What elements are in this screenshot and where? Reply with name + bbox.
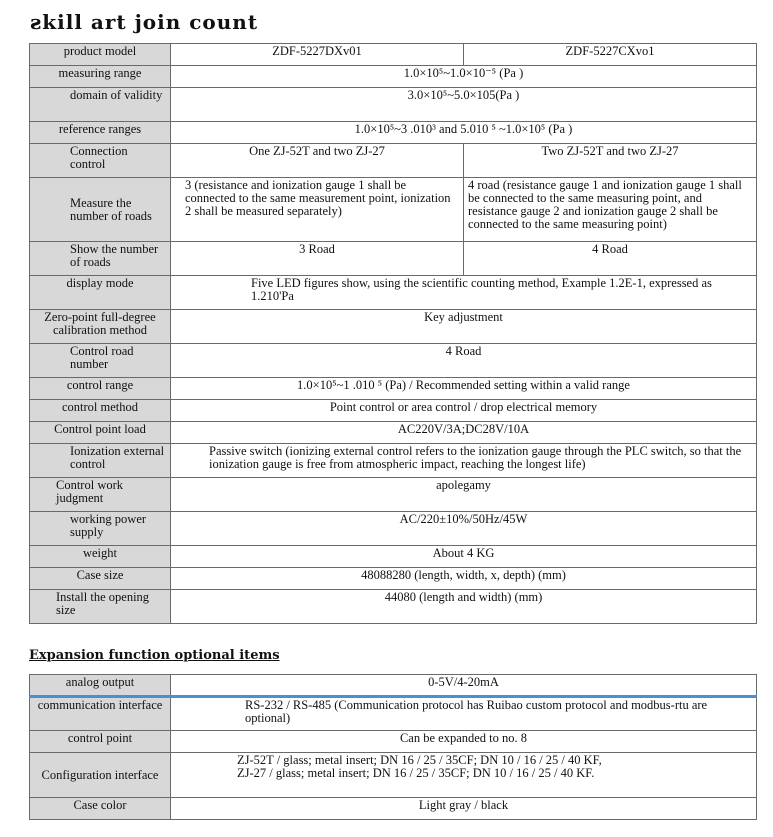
table-row	[30, 697, 757, 731]
row-label: working power supply	[30, 512, 171, 546]
row-value: Point control or area control / drop electrical memory	[171, 400, 757, 422]
row-value: ZJ-27 / glass; metal insert; DN 16 / 25 / 35CF; DN 10 / 16 / 25 / 40 KF.	[237, 766, 595, 780]
table-row	[30, 590, 757, 624]
row-label: Connection control	[30, 144, 171, 178]
row-value-right: 4 Road	[464, 242, 757, 276]
row-value: Light gray / black	[171, 798, 757, 820]
row-label: control point	[30, 731, 171, 753]
row-value: 4 Road	[171, 344, 757, 378]
table-row	[30, 276, 757, 310]
row-label: measuring range	[30, 66, 171, 88]
row-value: 1.0×10⁵~1.0×10⁻⁵ (Pa )	[171, 66, 757, 88]
row-value: 48088280 (length, width, x, depth) (mm)	[171, 568, 757, 590]
table-row	[30, 400, 757, 422]
row-value: About 4 KG	[171, 546, 757, 568]
row-value: 0-5V/4-20mA	[171, 675, 757, 697]
model-column-1: ZDF-5227DXv01	[171, 44, 464, 66]
expansion-table	[29, 674, 757, 820]
row-value: 3.0×10⁵~5.0×105(Pa )	[171, 88, 757, 122]
row-label: control method	[30, 400, 171, 422]
model-column-2: ZDF-5227CXvo1	[464, 44, 757, 66]
row-value-right: Two ZJ-52T and two ZJ-27	[464, 144, 757, 178]
row-value-left: 3 (resistance and ionization gauge 1 shall be connected to the same measurement point, ionization 2 shall be measured separately)	[171, 178, 464, 242]
row-label: Control work judgment	[30, 478, 171, 512]
table-row	[30, 675, 757, 697]
row-value: Passive switch (ionizing external control refers to the ionization gauge through the PLC switch, so that the ionization gauge is free from atmospheric impact, reaching the longest life)	[171, 444, 757, 478]
table-row	[30, 753, 757, 798]
table-row	[30, 144, 757, 178]
row-label: Control road number	[30, 344, 171, 378]
row-label: Measure the number of roads	[30, 178, 171, 242]
table-row	[30, 378, 757, 400]
row-value: apolegamy	[171, 478, 757, 512]
document-title: ƨkill art join count	[30, 10, 259, 34]
row-value: Key adjustment	[171, 310, 757, 344]
row-label: domain of validity	[30, 88, 171, 122]
row-label: communication interface	[30, 697, 171, 731]
row-label: Zero-point full-degree calibration method	[30, 310, 171, 344]
table-row	[30, 88, 757, 122]
row-label: Case size	[30, 568, 171, 590]
row-label: control range	[30, 378, 171, 400]
table-row	[30, 546, 757, 568]
row-value: AC/220±10%/50Hz/45W	[171, 512, 757, 546]
table-row	[30, 731, 757, 753]
row-value-right: 4 road (resistance gauge 1 and ionization gauge 1 shall be connected to the same measuring point, and resistance gauge 2 and ionization gauge 2 shall be connected to the same measuring point)	[464, 178, 757, 242]
table-row	[30, 178, 757, 242]
row-value: Can be expanded to no. 8	[171, 731, 757, 753]
expansion-heading: Expansion function optional items	[29, 648, 280, 663]
table-row	[30, 568, 757, 590]
table-row	[30, 478, 757, 512]
table-row	[30, 444, 757, 478]
row-value: 1.0×10⁵~3 .010³ and 5.010 ⁵ ~1.0×10⁵ (Pa )	[171, 122, 757, 144]
row-label: Configuration interface	[30, 753, 171, 798]
spec-table	[29, 43, 757, 624]
row-label: display mode	[30, 276, 171, 310]
table-row	[30, 310, 757, 344]
table-row	[30, 242, 757, 276]
row-value-left: One ZJ-52T and two ZJ-27	[171, 144, 464, 178]
table-row	[30, 798, 757, 820]
row-value: 44080 (length and width) (mm)	[171, 590, 757, 624]
table-row	[30, 122, 757, 144]
row-value: ZJ-52T / glass; metal insert; DN 16 / 25 / 35CF; DN 10 / 16 / 25 / 40 KF,	[237, 753, 602, 767]
table-row	[30, 44, 757, 66]
row-value: Five LED figures show, using the scientific counting method, Example 1.2E-1, expressed as 1.210'Pa	[171, 276, 757, 310]
row-label: reference ranges	[30, 122, 171, 144]
row-label: Ionization external control	[30, 444, 171, 478]
table-row	[30, 512, 757, 546]
row-label: Case color	[30, 798, 171, 820]
table-row	[30, 66, 757, 88]
row-value-left: 3 Road	[171, 242, 464, 276]
row-value: AC220V/3A;DC28V/10A	[171, 422, 757, 444]
row-label: product model	[30, 44, 171, 66]
row-label: Show the number of roads	[30, 242, 171, 276]
table-row	[30, 344, 757, 378]
row-label: analog output	[30, 675, 171, 697]
row-value: 1.0×10⁵~1 .010 ⁵ (Pa) / Recommended setting within a valid range	[171, 378, 757, 400]
row-label: Install the opening size	[30, 590, 171, 624]
row-value: RS-232 / RS-485 (Communication protocol has Ruibao custom protocol and modbus-rtu are optional)	[171, 697, 757, 731]
row-label: Control point load	[30, 422, 171, 444]
row-label: weight	[30, 546, 171, 568]
table-row	[30, 422, 757, 444]
